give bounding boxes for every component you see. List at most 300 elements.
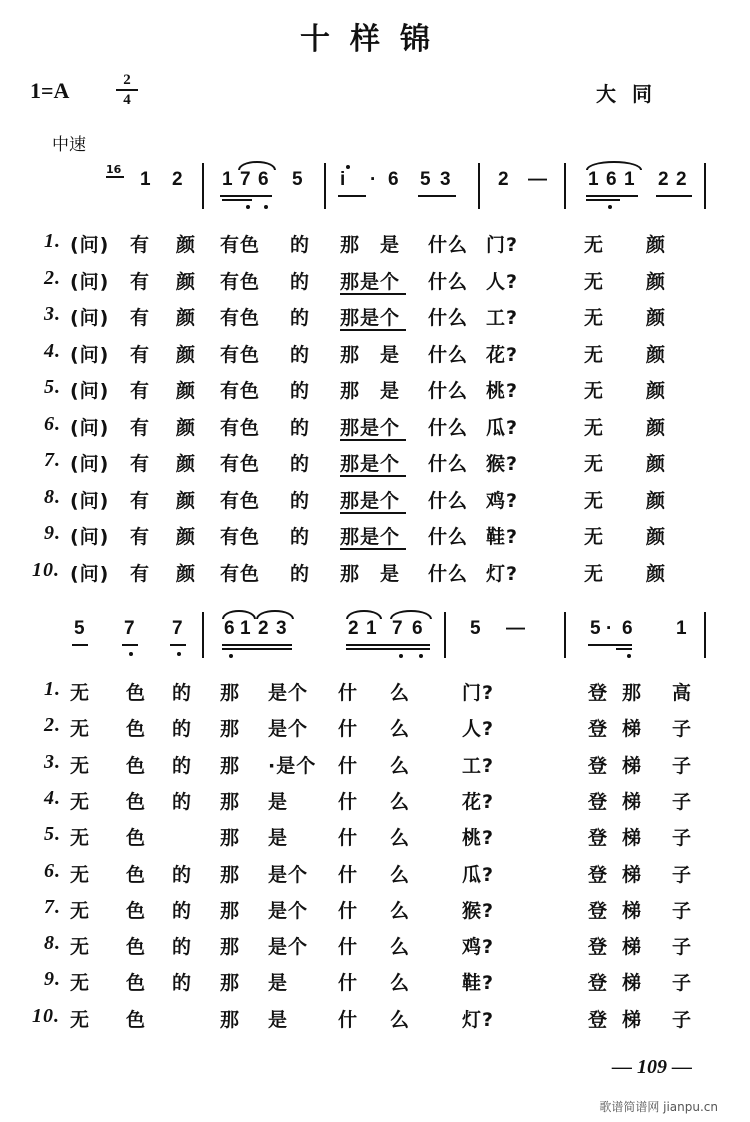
lyric-syllable: 么 [390,790,411,813]
lyric-syllable: (问) [70,453,110,475]
lyric-syllable: 花? [486,343,519,366]
lyric-syllable: 什么 [428,526,469,548]
lyric-syllable: 有色 [220,526,261,548]
lyric-syllable: 是个 [268,718,309,741]
lyric-syllable: 色 [126,936,147,959]
lyric-syllable: 的 [172,972,193,995]
lyric-syllable: 什 [338,863,359,886]
lyric-syllable: 无 [70,718,91,741]
lyric-syllable: 无 [584,489,605,512]
staff-note: 2 [172,169,183,190]
beam-underline [588,644,632,646]
verse-number: 2. [44,714,61,737]
lyric-syllable: 子 [672,1008,693,1031]
lyric-syllable: 什么 [428,489,469,512]
lyric-syllable: 梯 [622,790,643,813]
lyric-syllable: 的 [290,416,311,439]
lyric-syllable: 有色 [220,380,261,402]
lyric-syllable: 无 [70,1008,91,1031]
staff-note: 2 [348,618,359,639]
lyric-syllable: 鞋? [486,526,519,548]
octave-dot [399,654,403,658]
staff-note: 7 [240,169,251,190]
barline [202,163,204,209]
verse-number: 5. [44,823,61,846]
lyric-syllable: 颜 [646,307,667,329]
lyric-syllable: 子 [672,790,693,813]
lyric-syllable: 有色 [220,562,261,585]
lyric-syllable: 的 [290,526,311,548]
lyric-syllable: 的 [290,270,311,293]
lyric-syllable: 是 [268,972,289,995]
lyric-syllable: 花? [462,790,495,813]
lyric-syllable: 登 [588,972,609,995]
notation-staff-1 [0,163,750,211]
lyric-syllable: 是 [380,562,401,585]
lyric-syllable: 颜 [646,489,667,512]
lyric-syllable: 那 [220,863,241,886]
time-signature [116,72,138,108]
slur-arc [256,610,294,619]
lyric-syllable: 颜 [176,307,197,329]
lyric-syllable: 有色 [220,416,261,439]
beam-underline [222,644,292,646]
lyric-syllable: 梯 [622,827,643,850]
lyric-syllable: 色 [126,790,147,813]
lyric-syllable: 那 [340,562,361,585]
verse-number: 6. [44,859,61,882]
staff-note: 2 [676,169,687,190]
lyric-syllable: 子 [672,718,693,741]
staff-note: 5 [292,169,303,190]
lyric-syllable: ·是个 [268,754,317,777]
lyric-syllable: 颜 [646,270,667,293]
verse-number: 8. [44,932,61,955]
lyric-syllable: 那 [340,234,361,256]
lyric-syllable: 猴? [462,899,495,922]
lyric-syllable: 梯 [622,1008,643,1031]
lyric-syllable: 那是个 [340,307,401,329]
lyric-syllable: 梯 [622,972,643,995]
lyric-syllable: 梯 [622,936,643,959]
beam-underline [222,195,252,197]
lyric-syllable: 无 [584,562,605,585]
verse-number: 8. [44,485,61,508]
lyric-syllable: 颜 [176,562,197,585]
lyric-syllable: 是 [268,1008,289,1031]
lyric-syllable: 有 [130,234,151,256]
lyric-syllable: 什 [338,936,359,959]
octave-dot [608,205,612,209]
lyric-syllable: 的 [172,863,193,886]
staff-note: 1 [140,169,151,190]
lyric-syllable: 么 [390,754,411,777]
lyric-syllable: 那 [220,682,241,704]
lyric-syllable: 什么 [428,307,469,329]
lyric-syllable: (问) [70,489,110,512]
verse-number: 7. [44,449,61,471]
lyric-syllable: 什 [338,972,359,995]
lyric-syllable: (问) [70,526,110,548]
lyric-syllable: 有色 [220,270,261,293]
lyric-syllable: 无 [70,827,91,850]
lyric-syllable: (问) [70,234,110,256]
verse-number: 9. [44,968,61,991]
lyric-syllable: 工? [462,754,495,777]
page-number: — 109 — [612,1056,692,1078]
lyric-syllable: 有 [130,489,151,512]
lyric-syllable: 无 [584,234,605,256]
lyric-syllable: 梯 [622,863,643,886]
lyric-syllable: 那 [220,899,241,922]
lyric-syllable: 颜 [176,343,197,366]
lyric-syllable: 么 [390,682,411,704]
lyric-syllable: 无 [584,270,605,293]
lyric-syllable: 那 [220,972,241,995]
lyric-syllable: (问) [70,343,110,366]
lyric-syllable: 什 [338,682,359,704]
lyric-syllable: 登 [588,899,609,922]
lyric-syllable: 颜 [646,416,667,439]
lyric-syllable: 那 [340,380,361,402]
octave-dot [346,165,350,169]
lyric-syllable: 是 [268,827,289,850]
staff-note: 5 [470,618,481,639]
lyric-syllable: 无 [70,682,91,704]
verse-number: 3. [44,303,61,325]
lyric-syllable: 那 [220,827,241,850]
lyric-syllable: 登 [588,1008,609,1031]
lyric-syllable: 登 [588,936,609,959]
staff-note: 1 [240,618,251,639]
lyric-syllable: 门? [486,234,519,256]
lyric-syllable: 有色 [220,343,261,366]
slur-arc [586,161,642,170]
lyric-syllable: 颜 [176,453,197,475]
lyric-syllable: 的 [290,307,311,329]
lyric-underline [340,475,406,477]
lyric-syllable: 颜 [176,416,197,439]
lyric-syllable: 那 [220,790,241,813]
verse-number: 9. [44,522,61,544]
staff-note: 5 [590,618,601,639]
beam-underline [586,199,620,201]
beam-underline [346,648,430,650]
lyric-syllable: 登 [588,754,609,777]
lyric-syllable: 的 [290,234,311,256]
octave-dot [129,652,133,656]
lyric-underline [340,329,406,331]
staff-note: 7 [172,618,183,639]
verse-number: 3. [44,750,61,773]
lyric-syllable: 什 [338,790,359,813]
staff-note: 3 [440,169,451,190]
barline [704,612,706,658]
beam-underline [222,199,252,201]
lyric-syllable: 的 [172,790,193,813]
lyric-underline [340,293,406,295]
lyric-syllable: 颜 [646,380,667,402]
staff-note: 6 [224,618,235,639]
lyric-syllable: 猴? [486,453,519,475]
beam-underline [616,648,632,650]
lyric-syllable: 登 [588,790,609,813]
lyric-syllable: (问) [70,416,110,439]
lyric-syllable: 鞋? [462,972,495,995]
lyric-syllable: 那是个 [340,526,401,548]
lyric-syllable: 那 [340,343,361,366]
staff-note: · [606,618,613,639]
barline [704,163,706,209]
lyric-syllable: 无 [584,526,605,548]
lyric-syllable: (问) [70,270,110,293]
lyric-syllable: 门? [462,682,495,704]
staff-note: 1 [588,169,599,190]
lyric-syllable: 那是个 [340,416,401,439]
lyric-syllable: 桃? [462,827,495,850]
octave-dot [627,654,631,658]
barline [202,612,204,658]
staff-note: 3 [276,618,287,639]
lyric-syllable: 么 [390,718,411,741]
lyric-syllable: 是个 [268,863,309,886]
lyric-syllable: 鸡? [462,936,495,959]
lyric-syllable: 的 [172,936,193,959]
verse-number: 5. [44,376,61,398]
lyric-syllable: 什么 [428,453,469,475]
lyric-syllable: 色 [126,754,147,777]
lyric-syllable: 颜 [646,562,667,585]
lyric-syllable: 有 [130,380,151,402]
lyric-syllable: 是 [380,234,401,256]
barline [564,163,566,209]
lyric-syllable: 子 [672,754,693,777]
lyric-syllable: 颜 [176,234,197,256]
time-signature-bottom: 4 [123,92,131,108]
lyric-syllable: 是 [380,343,401,366]
notation-staff-2 [0,612,750,660]
lyric-syllable: 什 [338,1008,359,1031]
lyric-syllable: 什么 [428,562,469,585]
time-signature-bar [116,89,138,91]
lyric-syllable: 无 [70,899,91,922]
lyric-syllable: 什 [338,899,359,922]
staff-note: 1 [624,169,635,190]
grace-note: 16 [106,163,122,176]
lyric-syllable: 无 [70,972,91,995]
lyric-syllable: 是个 [268,899,309,922]
barline [478,163,480,209]
lyric-syllable: 人? [486,270,519,293]
verse-number: 10. [32,1004,60,1027]
lyric-syllable: 有 [130,307,151,329]
lyric-syllable: 梯 [622,718,643,741]
lyric-syllable: 颜 [176,489,197,512]
lyric-syllable: 么 [390,972,411,995]
lyric-syllable: 子 [672,863,693,886]
watermark: 歌谱简谱网 jianpu.cn [599,1100,718,1114]
lyric-syllable: 颜 [176,380,197,402]
lyric-syllable: 瓜? [462,863,495,886]
lyric-underline [340,439,406,441]
beam-underline [586,195,620,197]
lyric-syllable: 什么 [428,380,469,402]
beam-underline [170,644,186,646]
staff-note: 7 [392,618,403,639]
verse-number: 2. [44,266,61,289]
beam-underline [72,644,88,646]
lyric-syllable: 无 [584,380,605,402]
staff-note: 6 [622,618,633,639]
lyric-syllable: 人? [462,718,495,741]
lyric-syllable: 无 [584,343,605,366]
barline [564,612,566,658]
lyric-syllable: 无 [70,863,91,886]
beam-underline [338,195,366,197]
lyric-syllable: 是个 [268,936,309,959]
region-label: 大同 [596,82,668,106]
song-title: 十样锦 [300,22,450,57]
lyric-syllable: 的 [290,562,311,585]
lyric-syllable: 么 [390,899,411,922]
staff-note: 2 [258,618,269,639]
slur-arc [222,610,256,619]
staff-note: 6 [258,169,269,190]
lyric-syllable: 桃? [486,380,519,402]
beam-underline [418,195,456,197]
lyric-syllable: 瓜? [486,416,519,439]
lyric-syllable: 那是个 [340,489,401,512]
lyric-syllable: 那是个 [340,270,401,293]
lyric-syllable: 有 [130,453,151,475]
lyric-syllable: 的 [290,380,311,402]
lyric-syllable: 颜 [176,526,197,548]
beam-underline [122,644,138,646]
verse-number: 4. [44,786,61,809]
lyric-syllable: 那 [220,754,241,777]
lyric-syllable: 那 [220,718,241,741]
lyric-syllable: 登 [588,718,609,741]
staff-note: 1 [366,618,377,639]
lyric-syllable: 的 [172,899,193,922]
lyric-syllable: 么 [390,863,411,886]
beam-underline [346,644,430,646]
lyric-syllable: 么 [390,936,411,959]
lyric-syllable: 那 [622,682,643,704]
lyric-syllable: 登 [588,863,609,886]
grace-underline [106,176,124,178]
lyric-syllable: 有 [130,343,151,366]
lyric-syllable: 么 [390,827,411,850]
lyric-syllable: 有色 [220,234,261,256]
lyric-syllable: 子 [672,972,693,995]
lyric-syllable: 灯? [486,562,519,585]
lyric-syllable: 无 [584,416,605,439]
lyric-syllable: 什 [338,754,359,777]
octave-dot [246,205,250,209]
staff-note: i [340,169,346,190]
staff-note: 7 [124,618,135,639]
lyric-syllable: 么 [390,1008,411,1031]
staff-note: — [506,618,525,639]
lyric-syllable: 是个 [268,682,309,704]
staff-note: — [528,169,547,190]
lyric-syllable: 什 [338,827,359,850]
lyric-underline [340,548,406,550]
lyric-syllable: 的 [290,343,311,366]
lyric-syllable: 梯 [622,754,643,777]
lyric-syllable: (问) [70,307,110,329]
lyric-syllable: 色 [126,1008,147,1031]
lyric-syllable: 有色 [220,453,261,475]
staff-note: 5 [420,169,431,190]
lyric-syllable: 颜 [176,270,197,293]
lyric-syllable: 无 [584,453,605,475]
lyric-syllable: 登 [588,827,609,850]
lyric-syllable: 那 [220,1008,241,1031]
lyric-syllable: 是 [380,380,401,402]
lyric-syllable: 无 [70,754,91,777]
lyric-syllable: (问) [70,380,110,402]
verse-number: 1. [44,678,61,700]
lyric-syllable: 的 [172,754,193,777]
lyric-syllable: 鸡? [486,489,519,512]
lyric-syllable: 有 [130,270,151,293]
staff-note: 5 [74,618,85,639]
verse-number: 4. [44,339,61,362]
lyric-syllable: 色 [126,682,147,704]
lyric-syllable: 子 [672,899,693,922]
lyric-syllable: 登 [588,682,609,704]
slur-arc [238,161,276,170]
lyric-syllable: 子 [672,936,693,959]
lyric-syllable: 色 [126,827,147,850]
lyric-syllable: 无 [584,307,605,329]
lyric-syllable: (问) [70,562,110,585]
staff-note: 6 [388,169,399,190]
lyric-syllable: 无 [70,936,91,959]
lyric-syllable: 灯? [462,1008,495,1031]
lyric-syllable: 的 [290,453,311,475]
lyric-syllable: 颜 [646,453,667,475]
lyric-syllable: 的 [172,718,193,741]
lyric-syllable: 子 [672,827,693,850]
staff-note: 6 [606,169,617,190]
lyric-syllable: 无 [70,790,91,813]
lyric-syllable: 颜 [646,526,667,548]
barline [324,163,326,209]
lyric-syllable: 工? [486,307,519,329]
beam-underline [222,648,292,650]
octave-dot [229,654,233,658]
verse-number: 6. [44,412,61,435]
lyric-syllable: 有 [130,562,151,585]
verse-number: 10. [32,558,60,581]
lyric-syllable: 那是个 [340,453,401,475]
lyric-syllable: 色 [126,899,147,922]
staff-note: 1 [676,618,687,639]
verse-number: 7. [44,895,61,918]
time-signature-top: 2 [123,72,131,88]
staff-note: 6 [412,618,423,639]
octave-dot [264,205,268,209]
lyric-syllable: 那 [220,936,241,959]
staff-note: 1 [222,169,233,190]
slur-arc [390,610,432,619]
lyric-syllable: 什么 [428,343,469,366]
lyric-syllable: 的 [290,489,311,512]
lyric-syllable: 色 [126,972,147,995]
